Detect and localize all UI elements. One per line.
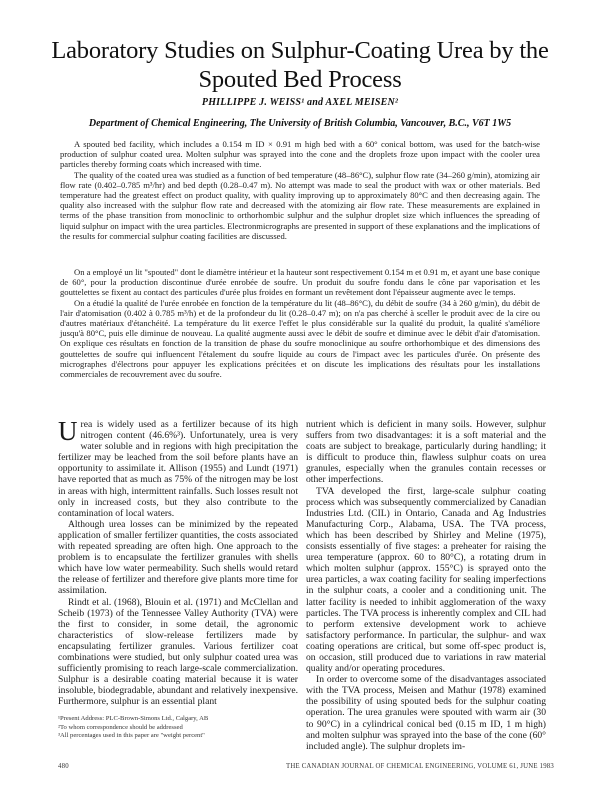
body-column-right <box>306 419 546 752</box>
body-paragraph: Although urea losses can be minimized by the repeated application of smaller fertilizer quantities, the costs associated with repeated spreading are often high. One approach to the problem is to encapsulate the fertilizer granules with shells which have low water permeability. Such shells would retard the release of fertilizer and therefore give plants more time for assimilation. <box>58 518 298 597</box>
body-paragraph: In order to overcome some of the disadvantages associated with the TVA process, Meisen and Mathur (1978) examined the possibility of using spouted beds for the sulphur coating operation. The urea granules were spouted with warm air (30 to 90°C) in a cylindrical conical bed (0.15 m ID, 1 m high) and molten sulphur was sprayed into the base of the cone (60° included angle). The sulphur droplets im- <box>306 674 546 752</box>
body-paragraph: Rindt et al. (1968), Blouin et al. (1971) and McClellan and Scheib (1973) of the Tennessee Valley Authority (TVA) were the first to consider, in some detail, the agronomic characteristics of slow-release fertilizers made by encapsulating fertilizer granules. Various fertilizer coat combinations were studied, but only sulphur coated urea was sufficiently promising to reach large-scale commercialization. Sulphur is a desirable coating material because it is water insoluble, biodegradable, abundant and relatively inexpensive. Furthermore, sulphur is an essential plant <box>58 596 298 708</box>
footnote: ³All percentages used in this paper are "weight percent" <box>58 732 205 740</box>
body-paragraph: nutrient which is deficient in many soils. However, sulphur suffers from two disadvantages: it is a soft material and the coats are subject to breakage, particularly during handling; it is difficult to produce thin, flawless sulphur coats on urea granules, especially when the granules contain recesses or other imperfections. <box>306 419 546 486</box>
footnotes <box>58 715 298 741</box>
affiliation: Department of Chemical Engineering, The University of British Columbia, Vancouver, B.C., V6T 1W5 <box>88 118 512 129</box>
authors: PHILLIPPE J. WEISS¹ and AXEL MEISEN² <box>201 97 399 108</box>
abstract-english <box>60 139 540 241</box>
body-paragraph-text: rea is widely used as a fertilizer because of its high nitrogen content (46.6%³). Unfortunately, urea is very water soluble and in regions with high precipitation the fertilizer may be leached from the soil before plants have an opportunity to assimilate it. Allison (1955) and Lundt (1971) have reported that as much as 75% of the nitrogen may be lost in areas with high, intermittent rainfalls. Such losses result not only in increased costs, but they also contribute to the contamination of local waters. <box>58 419 298 519</box>
body-paragraph: TVA developed the first, large-scale sulphur coating process which was subsequently commercialized by Canadian Industries Ltd. (CIL) in Ontario, Canada and Ag Industries Manufacturing Corp., Alabama, USA. The TVA process, which has been described by Shirley and Meline (1975), consists essentially of five stages: a preheater for raising the urea temperature (approx. 60 to 80°C), a rotating drum in which molten sulphur (approx. 155°C) is sprayed onto the urea particles, a wax coating facility for sealing imperfections in the sulphur coats, a cooler and a conditioning unit. The latter facility is needed to inhibit agglomeration of the waxy particles. The TVA process is inherently complex and CIL had to perform extensive development work to achieve satisfactory performance. In particular, the sulphur- and wax coating operations are critical, but some off-spec product is, on occasion, still produced due to variations in raw material quality and/or operating procedures. <box>306 485 546 675</box>
abstract-paragraph: On a étudié la qualité de l'urée enrobée en fonction de la température du lit (48–86°C), du débit de soufre (34 à 260 g/min), du débit de l'air d'atomisation (0.402 à 0.785 m³/h) et de la profondeur du lit (0.28–0.47 m); on n'a pas cherché à sceller le produit avec de la cire ou d'autres matériaux d'étanchéité. La température du lit exerce l'effet le plus considérable sur la qualité du produit, la qualité s'améliore jusqu'à 80°C, puis elle diminue de nouveau. La qualité augmente aussi avec le débit de soufre et diminue avec le débit d'air d'atomisation. On explique ces résultats en fonction de la transition de phase du soufre monoclinique au soufre orthorhombique et des dimensions des gouttelettes de soufre qui influencent l'étalement du soufre liquide au cours de l'impact avec les particules d'urée. On présente des micrographes d'électrons pour appuyer les explications précitées et on discute les implications des résultats pour les installations commerciales de recouvrement avec du soufre. <box>60 297 540 380</box>
drop-cap: U <box>58 416 78 446</box>
body-paragraph <box>58 416 298 519</box>
footnote: ²To whom correspondence should be addressed <box>58 723 183 731</box>
body-column-left <box>58 416 298 708</box>
journal-citation: THE CANADIAN JOURNAL OF CHEMICAL ENGINEERING, VOLUME 61, JUNE 1983 <box>285 763 554 770</box>
abstract-french <box>60 267 540 379</box>
abstract-paragraph: The quality of the coated urea was studied as a function of bed temperature (48–86°C), sulphur flow rate (34–260 g/min), atomizing air flow rate (0.402–0.785 m³/hr) and bed depth (0.28–0.47 m). No attempt was made to seal the product with wax or other materials. Bed temperature had the greatest effect on product quality, with quality improving up to approximately 80°C and then decreasing again. The quality also increased with the sulphur flow rate and decreased with the atomizing air flow rate. These measurements are explained in terms of the phase transition from monoclinic to orthorhombic sulphur and the sulphur droplet size which influences the spreading of liquid sulphur on impact with the urea particles. Electronmicrographs are presented in support of these explanations and the implications of the results for commercial sulphur coating facilities are discussed. <box>60 169 540 241</box>
abstract-paragraph: On a employé un lit "spouted" dont le diamètre intérieur et la hauteur sont respectivement 0.154 m et 0.91 m, et ayant une base conique de 60°, pour la production discontinue d'urée enrobée de soufre. Un produit du soufre fondu dans le cône par vaporisation et les gouttelettes se fixent au contact des particules d'urée plus froides en formant un revêtement dont l'épaisseur augmente avec le temps. <box>60 267 540 298</box>
abstract-paragraph: A spouted bed facility, which includes a 0.154 m ID × 0.91 m high bed with a 60° conical bottom, was used for the batch-wise production of sulphur coated urea. Molten sulphur was sprayed into the cone and the droplets froze upon impact with the cooler urea particles thereby forming coats which increased with time. <box>60 139 540 170</box>
page-number: 480 <box>58 763 69 770</box>
footnote: ¹Present Address: PLC-Brown-Simons Ltd., Calgary, AB <box>58 715 209 722</box>
paper-title: Laboratory Studies on Sulphur-Coating Urea by the Spouted Bed Process <box>51 37 549 93</box>
